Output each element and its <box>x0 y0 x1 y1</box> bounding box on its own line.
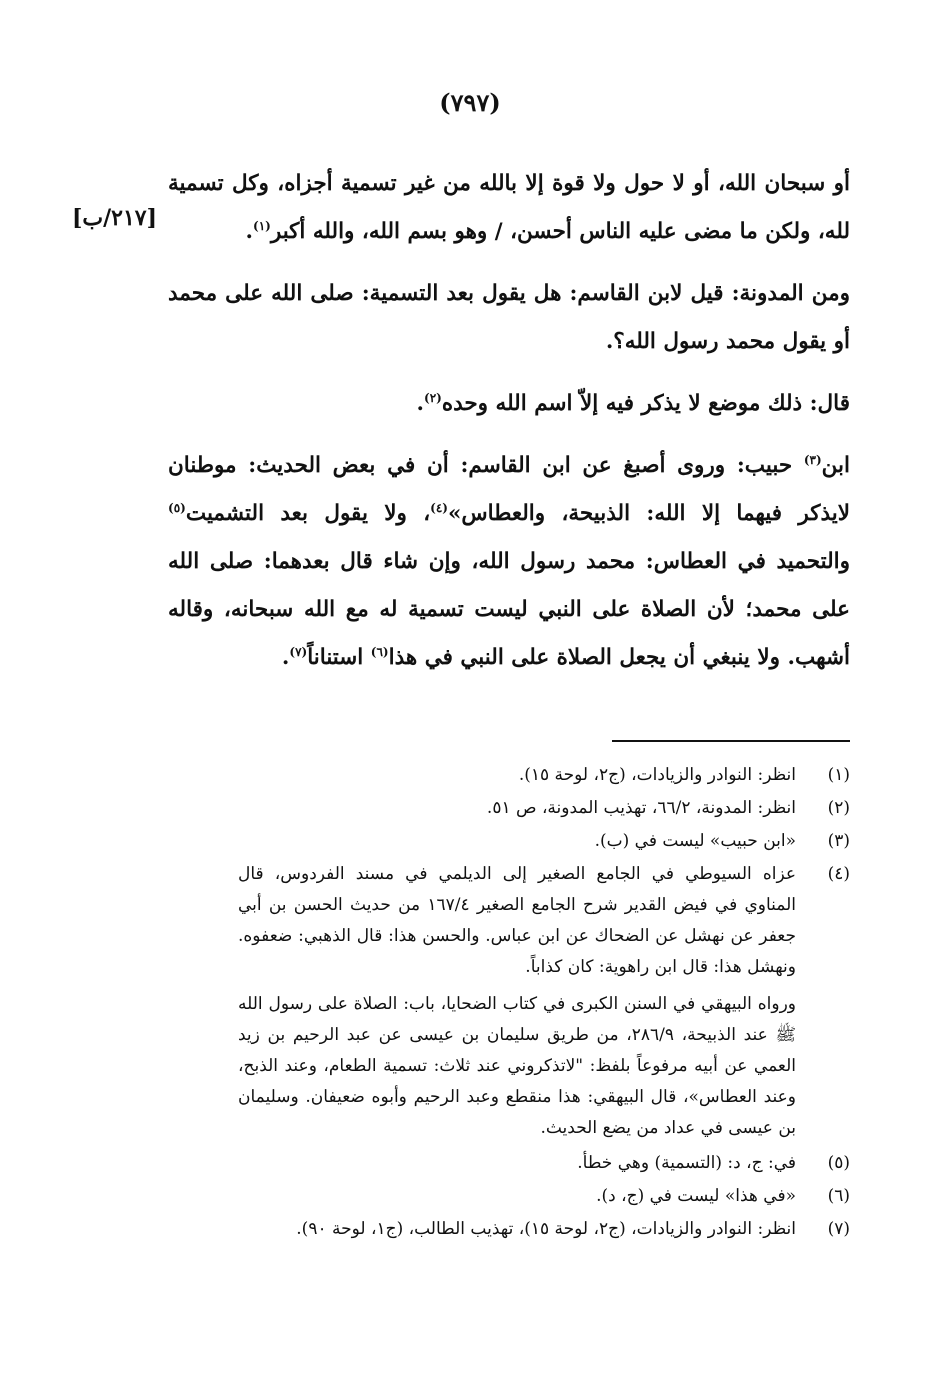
footnote-ref-3: (٣) <box>803 452 822 467</box>
footnote-3 <box>238 826 850 857</box>
footnote-1 <box>238 760 850 791</box>
footnote-ref-4: (٤) <box>430 500 448 515</box>
paragraph-2: ومن المدونة: قيل لابن القاسم: هل يقول بعد التسمية: صلى الله على محمد أو يقول محمد رسول الله؟. <box>168 281 850 354</box>
paragraph-3 <box>168 380 850 428</box>
footnote-text: عزاه السيوطي في الجامع الصغير إلى الديلمي في مسند الفردوس، قال المناوي في فيض القدير شرح الجامع الصغير ١٦٧/٤ من حديث الحسن بن أبي جعفر عن نهشل عن الضحاك عن ابن عباس. والحسن هذا: قال الذهبي: ضعفوه. ونهشل هذا: قال ابن راهوية: كان كذاباً. <box>238 864 797 977</box>
footnotes <box>238 760 850 1247</box>
paragraph-3-text: قال: ذلك موضع لا يذكر فيه إلاّ اسم الله وحده <box>441 391 850 416</box>
main-text <box>168 160 850 696</box>
footnote-number: (٥) <box>827 1153 850 1173</box>
paragraph-4-text-e: استناناً <box>307 645 371 670</box>
footnote-text: «في هذا» ليست في (ج، د). <box>596 1186 796 1206</box>
footnote-number: (٦) <box>827 1186 850 1206</box>
paragraph-3-end: . <box>416 391 424 416</box>
footnote-5 <box>238 1148 850 1179</box>
paragraph-1-end: . <box>245 219 253 244</box>
paragraph-4-end: . <box>281 645 290 670</box>
paragraph-1-text: أو سبحان الله، أو لا حول ولا قوة إلا بالله من غير تسمية أجزاه، وكل تسمية لله، ولكن ما مضى عليه الناس أحسن، / وهو بسم الله، والله أكبر <box>168 171 850 244</box>
footnote-ref-2: (٢) <box>424 390 442 405</box>
footnote-4 <box>238 859 850 983</box>
paragraph-4 <box>168 442 850 682</box>
footnote-text: «ابن حبيب» ليست في (ب). <box>594 831 796 851</box>
footnote-number: (٣) <box>827 831 850 851</box>
paragraph-4-text-a: ابن <box>821 453 850 478</box>
footnote-ref-1: (١) <box>253 218 271 233</box>
footnote-6 <box>238 1181 850 1212</box>
footnote-text: في: ج، د: (التسمية) وهي خطأ. <box>577 1153 796 1173</box>
footnote-2 <box>238 793 850 824</box>
footnote-7 <box>238 1214 850 1245</box>
footnote-number: (٢) <box>827 798 850 818</box>
footnote-4-continuation: ورواه البيهقي في السنن الكبرى في كتاب الضحايا، باب: الصلاة على رسول الله ﷺ عند الذبيحة، ٢٨٦/٩، من طريق سليمان بن عيسى عن عبد الرحيم بن زيد العمي عن أبيه مرفوعاً بلفظ: "لاتذكروني عند ثلاث: تسمية الطعام، وعند الذبح، وعند العطاس»، قال البيهقي: هذا منقطع وعبد الرحيم وأبوه ضعيفان. وسليمان بن عيسى في عداد من يضع الحديث. <box>238 994 796 1138</box>
footnote-separator <box>612 740 850 742</box>
footnote-ref-7: (٧) <box>289 644 308 659</box>
margin-folio-reference: [٢١٧/ب] <box>72 205 158 231</box>
footnote-number: (٧) <box>827 1219 850 1239</box>
paragraph-4-text-c: ، ولا يقول بعد التشميت <box>185 501 431 526</box>
paragraph-4-text-b: حبيب: وروى أصبغ عن ابن القاسم: أن في بعض الحديث: موطنان لايذكر فيهما إلا الله: الذبيحة، والعطاس» <box>168 453 850 526</box>
paragraph-4-text-d: والتحميد في العطاس: محمد رسول الله، وإن شاء قال بعدهما: صلى الله على محمد؛ لأن الصلاة على النبي ليست تسمية له مع الله سبحانه، وقاله أشهب. ولا ينبغي أن يجعل الصلاة على النبي في هذا <box>168 549 850 670</box>
footnote-text: انظر: النوادر والزيادات، (ج٢، لوحة ١٥). <box>518 765 796 785</box>
footnote-ref-6: (٦) <box>370 644 389 659</box>
footnote-text: انظر: المدونة، ٦٦/٢، تهذيب المدونة، ص ٥١. <box>486 798 796 818</box>
footnote-number: (٤) <box>827 864 850 884</box>
footnote-text: انظر: النوادر والزيادات، (ج٢، لوحة ١٥)، تهذيب الطالب، (ج١، لوحة ٩٠). <box>296 1219 796 1239</box>
paragraph-1 <box>168 160 850 256</box>
page-number: (٧٩٧) <box>439 88 501 117</box>
footnote-number: (١) <box>827 765 850 785</box>
footnote-ref-5: (٥) <box>168 500 186 515</box>
